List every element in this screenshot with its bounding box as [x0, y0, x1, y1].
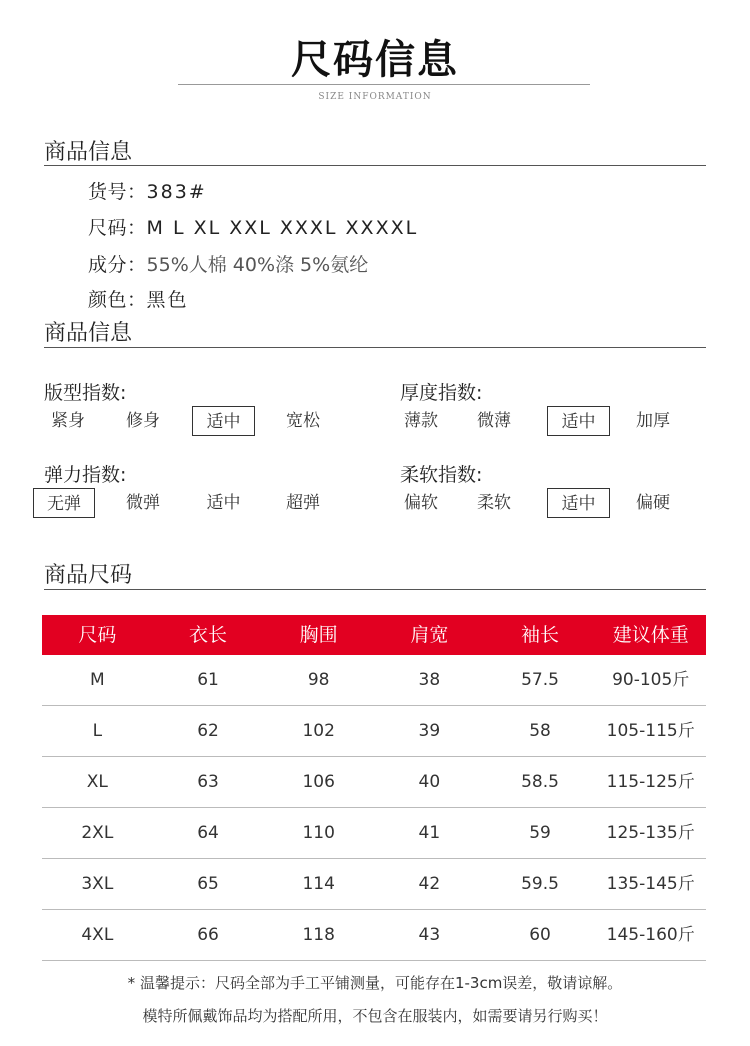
table-cell: XL	[86, 772, 108, 792]
index-option: 偏硬	[636, 493, 670, 513]
table-cell: 65	[197, 874, 219, 894]
table-cell: 57.5	[521, 670, 559, 690]
table-row	[42, 757, 706, 808]
table-cell: 145-160斤	[606, 925, 695, 945]
info-row-sizes	[88, 213, 418, 240]
table-cell: 58	[529, 721, 551, 741]
table-row	[42, 910, 706, 961]
table-cell: 58.5	[521, 772, 559, 792]
accessories-note: 模特所佩戴饰品均为搭配所用，不包含在服装内，如需要请另行购买！	[142, 1007, 608, 1025]
table-cell: 39	[418, 721, 441, 741]
table-row	[42, 859, 706, 910]
index-option: 加厚	[636, 411, 670, 431]
product-info-heading: 商品信息	[44, 140, 133, 165]
page-title: 尺码信息	[291, 37, 459, 83]
section-divider	[44, 347, 706, 348]
info-row-composition	[88, 250, 368, 277]
thickness-index-label: 厚度指数:	[400, 382, 483, 404]
info-row-item-number	[88, 177, 207, 204]
elasticity-index-label: 弹力指数:	[44, 464, 127, 486]
info-value: 55%人棉 40%涤 5%氨纶	[146, 254, 369, 276]
table-cell: 59	[529, 823, 551, 843]
table-cell: 135-145斤	[606, 874, 695, 894]
index-option: 修身	[126, 411, 160, 431]
index-option: 宽松	[286, 411, 320, 431]
column-header: 尺码	[78, 624, 117, 646]
column-header: 胸围	[299, 624, 338, 646]
info-label: 成分：	[88, 254, 147, 276]
info-label: 货号：	[88, 181, 147, 203]
index-option: 微薄	[477, 411, 511, 431]
table-cell: 60	[529, 925, 551, 945]
table-cell: 125-135斤	[606, 823, 695, 843]
index-option: 柔软	[477, 493, 511, 513]
table-cell: 98	[307, 670, 330, 690]
measurement-note: * 温馨提示：尺码全部为手工平铺测量，可能存在1-3cm误差，敬请谅解。	[127, 974, 623, 992]
index-option: 偏软	[404, 493, 438, 513]
table-cell: 4XL	[81, 925, 114, 945]
title-divider	[178, 84, 590, 85]
table-cell: 2XL	[81, 823, 114, 843]
section-divider	[44, 589, 706, 590]
table-row	[42, 706, 706, 757]
table-cell: 102	[302, 721, 335, 741]
column-header: 袖长	[521, 624, 560, 646]
info-value: 383#	[146, 181, 207, 203]
table-cell: 110	[302, 823, 335, 843]
index-option-selected: 适中	[547, 406, 610, 436]
table-cell: 66	[197, 925, 219, 945]
table-header-row	[42, 615, 706, 655]
table-cell: 106	[302, 772, 335, 792]
info-label: 颜色：	[88, 289, 147, 311]
index-option: 超弹	[286, 493, 320, 513]
info-value: M L XL XXL XXXL XXXXL	[146, 217, 419, 239]
index-option: 紧身	[51, 411, 85, 431]
table-cell: 115-125斤	[606, 772, 695, 792]
index-option: 适中	[206, 493, 241, 513]
table-cell: L	[92, 721, 103, 741]
table-cell: 43	[418, 925, 441, 945]
table-cell: 59.5	[521, 874, 559, 894]
table-cell: 118	[302, 925, 335, 945]
table-cell: 64	[197, 823, 219, 843]
info-label: 尺码：	[88, 217, 147, 239]
indices-heading: 商品信息	[44, 321, 133, 346]
index-option-selected: 适中	[547, 488, 610, 518]
column-header: 建议体重	[612, 624, 689, 646]
table-cell: 41	[418, 823, 441, 843]
table-cell: 3XL	[81, 874, 114, 894]
table-cell: 42	[418, 874, 441, 894]
table-cell: 40	[418, 772, 441, 792]
table-cell: 62	[197, 721, 219, 741]
index-option-selected: 无弹	[33, 488, 95, 518]
table-cell: 114	[302, 874, 335, 894]
column-header: 肩宽	[410, 624, 449, 646]
size-table-heading: 商品尺码	[44, 563, 133, 588]
table-cell: M	[90, 670, 105, 690]
column-header: 衣长	[189, 624, 228, 646]
index-option: 薄款	[404, 411, 438, 431]
table-cell: 63	[197, 772, 219, 792]
table-cell: 105-115斤	[606, 721, 695, 741]
table-cell: 38	[418, 670, 441, 690]
index-option: 微弹	[126, 493, 160, 513]
table-cell: 90-105斤	[612, 670, 690, 690]
info-row-color	[88, 285, 189, 312]
page-subtitle: SIZE INFORMATION	[318, 92, 432, 102]
table-cell: 61	[197, 670, 219, 690]
table-row	[42, 808, 706, 859]
size-table	[42, 615, 706, 961]
fit-index-label: 版型指数:	[44, 382, 127, 404]
info-value: 黑色	[146, 289, 189, 311]
table-row	[42, 655, 706, 706]
softness-index-label: 柔软指数:	[400, 464, 483, 486]
index-option-selected: 适中	[192, 406, 255, 436]
section-divider	[44, 165, 706, 166]
